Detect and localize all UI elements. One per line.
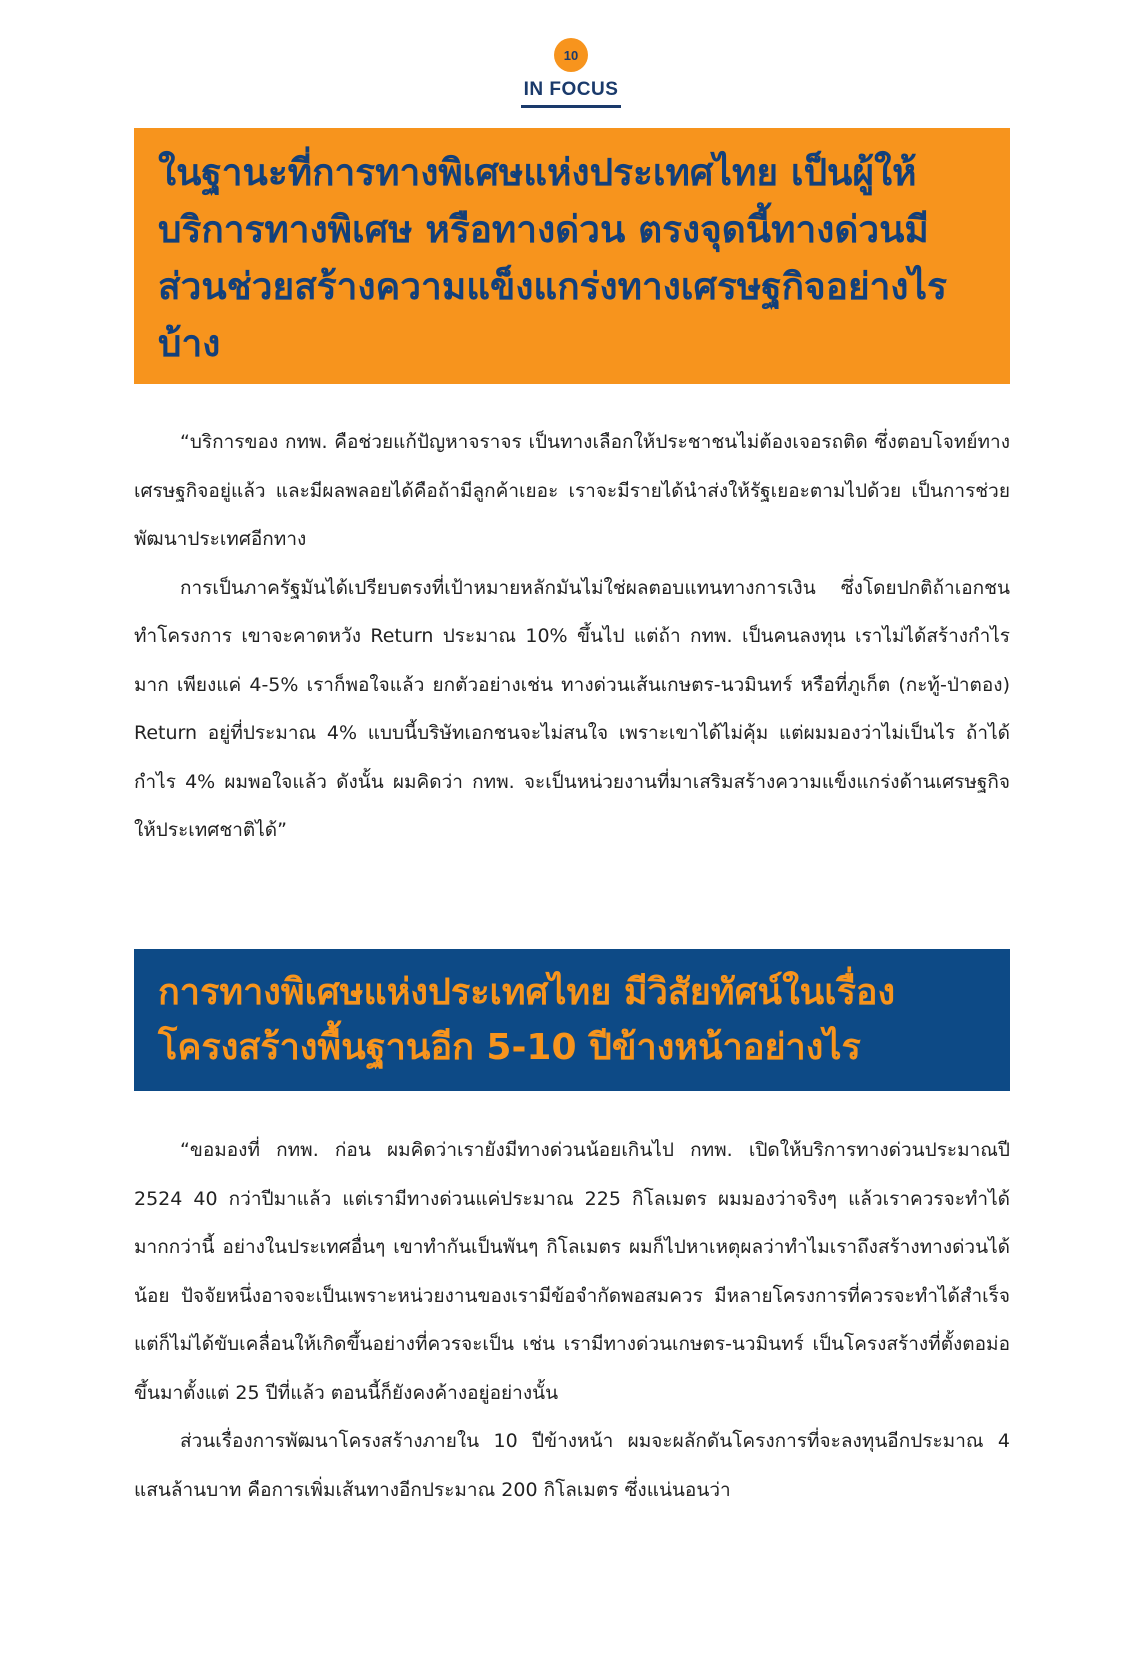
answer-2-body [134, 1126, 1010, 1514]
answer-2-paragraph-2: ส่วนเรื่องการพัฒนาโครงสร้างภายใน 10 ปีข้างหน้า ผมจะผลักดันโครงการที่จะลงทุนอีกประมาณ 4 แสนล้านบาท คือการเพิ่มเส้นทางอีกประมาณ 200 กิโลเมตร ซึ่งแน่นอนว่า [134, 1430, 1010, 1501]
page-number-badge: 10 [554, 38, 588, 72]
question-2-heading: การทางพิเศษแห่งประเทศไทย มีวิสัยทัศน์ในเรื่องโครงสร้างพื้นฐานอีก 5-10 ปีข้างหน้าอย่างไร [134, 949, 1010, 1091]
question-1-heading: ในฐานะที่การทางพิเศษแห่งประเทศไทย เป็นผู้ให้บริการทางพิเศษ หรือทางด่วน ตรงจุดนี้ทางด่วนมีส่วนช่วยสร้างความแข็งแกร่งทางเศรษฐกิจอย่างไรบ้าง [134, 128, 1010, 384]
answer-1-body [134, 418, 1010, 855]
answer-1-paragraph-1: “บริการของ กทพ. คือช่วยแก้ปัญหาจราจร เป็นทางเลือกให้ประชาชนไม่ต้องเจอรถติด ซึ่งตอบโจทย์ทางเศรษฐกิจอยู่แล้ว และมีผลพลอยได้คือถ้ามีลูกค้าเยอะ เราจะมีรายได้นำส่งให้รัฐเยอะตามไปด้วย เป็นการช่วยพัฒนาประเทศอีกทาง [134, 431, 1010, 550]
answer-1-paragraph-2: การเป็นภาครัฐมันได้เปรียบตรงที่เป้าหมายหลักมันไม่ใช่ผลตอบแทนทางการเงิน ซึ่งโดยปกติถ้าเอกชนทำโครงการ เขาจะคาดหวัง Return ประมาณ 10% ขึ้นไป แต่ถ้า กทพ. เป็นคนลงทุน เราไม่ได้สร้างกำไรมาก เพียงแค่ 4-5% เราก็พอใจแล้ว ยกตัวอย่างเช่น ทางด่วนเส้นเกษตร-นวมินทร์ หรือที่ภูเก็ต (กะทู้-ป่าตอง) Return อยู่ที่ประมาณ 4% แบบนี้บริษัทเอกชนจะไม่สนใจ เพราะเขาได้ไม่คุ้ม แต่ผมมองว่าไม่เป็นไร ถ้าได้กำไร 4% ผมพอใจแล้ว ดังนั้น ผมคิดว่า กทพ. จะเป็นหน่วยงานที่มาเสริมสร้างความแข็งแกร่งด้านเศรษฐกิจให้ประเทศชาติได้” [134, 576, 1010, 841]
answer-2-paragraph-1: “ขอมองที่ กทพ. ก่อน ผมคิดว่าเรายังมีทางด่วนน้อยเกินไป กทพ. เปิดให้บริการทางด่วนประมาณปี 2524 40 กว่าปีมาแล้ว แต่เรามีทางด่วนแค่ประมาณ 225 กิโลเมตร ผมมองว่าจริงๆ แล้วเราควรจะทำได้มากกว่านี้ อย่างในประเทศอื่นๆ เขาทำกันเป็นพันๆ กิโลเมตร ผมก็ไปหาเหตุผลว่าทำไมเราถึงสร้างทางด่วนได้น้อย ปัจจัยหนึ่งอาจจะเป็นเพราะหน่วยงานของเรามีข้อจำกัดพอสมควร มีหลายโครงการที่ควรจะทำได้สำเร็จ แต่ก็ไม่ได้ขับเคลื่อนให้เกิดขึ้นอย่างที่ควรจะเป็น เช่น เรามีทางด่วนเกษตร-นวมินทร์ เป็นโครงสร้างที่ตั้งตอม่อขึ้นมาตั้งแต่ 25 ปีที่แล้ว ตอนนี้ก็ยังคงค้างอยู่อย่างนั้น [134, 1139, 1010, 1404]
page-header [0, 38, 1142, 108]
section-label: IN FOCUS [521, 79, 622, 108]
